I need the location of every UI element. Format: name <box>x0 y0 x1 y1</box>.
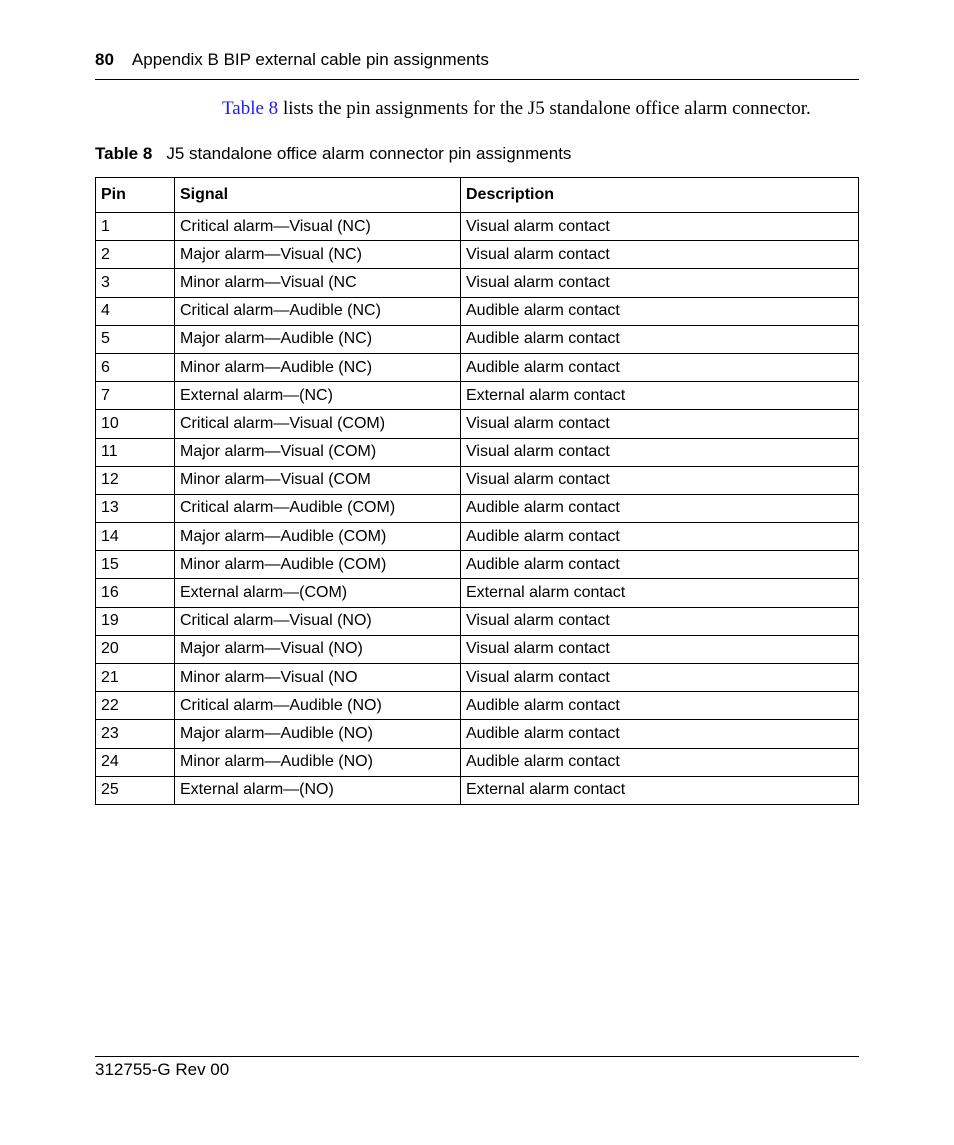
table-row <box>96 692 859 720</box>
signal-cell: Critical alarm—Audible (NC) <box>175 297 461 325</box>
header-title: Appendix B BIP external cable pin assignments <box>131 50 489 69</box>
table-row <box>96 579 859 607</box>
pin-cell: 11 <box>96 438 175 466</box>
table-row <box>96 720 859 748</box>
signal-cell: Major alarm—Audible (COM) <box>175 523 461 551</box>
description-cell: Audible alarm contact <box>461 692 859 720</box>
table-row <box>96 325 859 353</box>
page-number: 80 <box>95 50 114 69</box>
pin-cell: 13 <box>96 494 175 522</box>
footer-divider <box>95 1056 859 1057</box>
table-row <box>96 353 859 381</box>
description-cell: Visual alarm contact <box>461 213 859 241</box>
signal-cell: Critical alarm—Visual (NC) <box>175 213 461 241</box>
table-row <box>96 269 859 297</box>
table-row <box>96 494 859 522</box>
signal-cell: Minor alarm—Audible (NC) <box>175 353 461 381</box>
pin-cell: 20 <box>96 635 175 663</box>
page-header <box>95 50 859 70</box>
pin-cell: 15 <box>96 551 175 579</box>
table-row <box>96 241 859 269</box>
table-row <box>96 551 859 579</box>
signal-cell: Minor alarm—Visual (COM <box>175 466 461 494</box>
description-cell: Visual alarm contact <box>461 466 859 494</box>
description-cell: Audible alarm contact <box>461 551 859 579</box>
signal-cell: Critical alarm—Visual (COM) <box>175 410 461 438</box>
description-cell: Visual alarm contact <box>461 607 859 635</box>
signal-cell: External alarm—(NC) <box>175 382 461 410</box>
table-row <box>96 382 859 410</box>
pin-cell: 22 <box>96 692 175 720</box>
pin-cell: 6 <box>96 353 175 381</box>
signal-cell: Minor alarm—Audible (COM) <box>175 551 461 579</box>
description-cell: Audible alarm contact <box>461 523 859 551</box>
description-cell: Audible alarm contact <box>461 748 859 776</box>
pin-cell: 21 <box>96 664 175 692</box>
pin-cell: 4 <box>96 297 175 325</box>
table-row <box>96 466 859 494</box>
pin-cell: 19 <box>96 607 175 635</box>
pin-cell: 3 <box>96 269 175 297</box>
table-row <box>96 213 859 241</box>
table-row <box>96 748 859 776</box>
table-row <box>96 607 859 635</box>
column-header-signal: Signal <box>175 178 461 213</box>
description-cell: Audible alarm contact <box>461 353 859 381</box>
column-header-description: Description <box>461 178 859 213</box>
table-row <box>96 776 859 804</box>
pin-cell: 10 <box>96 410 175 438</box>
table-row <box>96 410 859 438</box>
table-caption <box>95 144 571 164</box>
pin-cell: 7 <box>96 382 175 410</box>
table-row <box>96 438 859 466</box>
signal-cell: Minor alarm—Audible (NO) <box>175 748 461 776</box>
pin-cell: 23 <box>96 720 175 748</box>
pin-cell: 14 <box>96 523 175 551</box>
signal-cell: Major alarm—Visual (NC) <box>175 241 461 269</box>
table-row <box>96 523 859 551</box>
table-link[interactable]: Table 8 <box>222 98 279 119</box>
description-cell: Visual alarm contact <box>461 241 859 269</box>
description-cell: Visual alarm contact <box>461 410 859 438</box>
description-cell: Visual alarm contact <box>461 664 859 692</box>
signal-cell: Critical alarm—Visual (NO) <box>175 607 461 635</box>
intro-paragraph <box>222 98 811 120</box>
table-row <box>96 664 859 692</box>
header-divider <box>95 79 859 80</box>
signal-cell: Major alarm—Visual (NO) <box>175 635 461 663</box>
intro-text: lists the pin assignments for the J5 standalone office alarm connector. <box>278 98 811 119</box>
description-cell: Visual alarm contact <box>461 635 859 663</box>
description-cell: Visual alarm contact <box>461 438 859 466</box>
pin-cell: 5 <box>96 325 175 353</box>
pin-assignment-table <box>95 177 859 805</box>
table-caption-number: Table 8 <box>95 144 153 163</box>
description-cell: Audible alarm contact <box>461 325 859 353</box>
description-cell: External alarm contact <box>461 776 859 804</box>
signal-cell: Critical alarm—Audible (COM) <box>175 494 461 522</box>
signal-cell: Major alarm—Visual (COM) <box>175 438 461 466</box>
signal-cell: Minor alarm—Visual (NO <box>175 664 461 692</box>
signal-cell: Critical alarm—Audible (NO) <box>175 692 461 720</box>
signal-cell: External alarm—(NO) <box>175 776 461 804</box>
table-row <box>96 297 859 325</box>
description-cell: Audible alarm contact <box>461 494 859 522</box>
signal-cell: External alarm—(COM) <box>175 579 461 607</box>
pin-cell: 16 <box>96 579 175 607</box>
description-cell: Visual alarm contact <box>461 269 859 297</box>
footer-doc-id: 312755-G Rev 00 <box>95 1060 230 1079</box>
table-row <box>96 635 859 663</box>
signal-cell: Major alarm—Audible (NC) <box>175 325 461 353</box>
pin-cell: 24 <box>96 748 175 776</box>
description-cell: External alarm contact <box>461 382 859 410</box>
table-caption-title: J5 standalone office alarm connector pin assignments <box>166 144 572 163</box>
pin-cell: 25 <box>96 776 175 804</box>
pin-cell: 12 <box>96 466 175 494</box>
table-header-row <box>96 178 859 213</box>
column-header-pin: Pin <box>96 178 175 213</box>
pin-cell: 1 <box>96 213 175 241</box>
signal-cell: Minor alarm—Visual (NC <box>175 269 461 297</box>
description-cell: Audible alarm contact <box>461 297 859 325</box>
pin-cell: 2 <box>96 241 175 269</box>
description-cell: External alarm contact <box>461 579 859 607</box>
signal-cell: Major alarm—Audible (NO) <box>175 720 461 748</box>
description-cell: Audible alarm contact <box>461 720 859 748</box>
